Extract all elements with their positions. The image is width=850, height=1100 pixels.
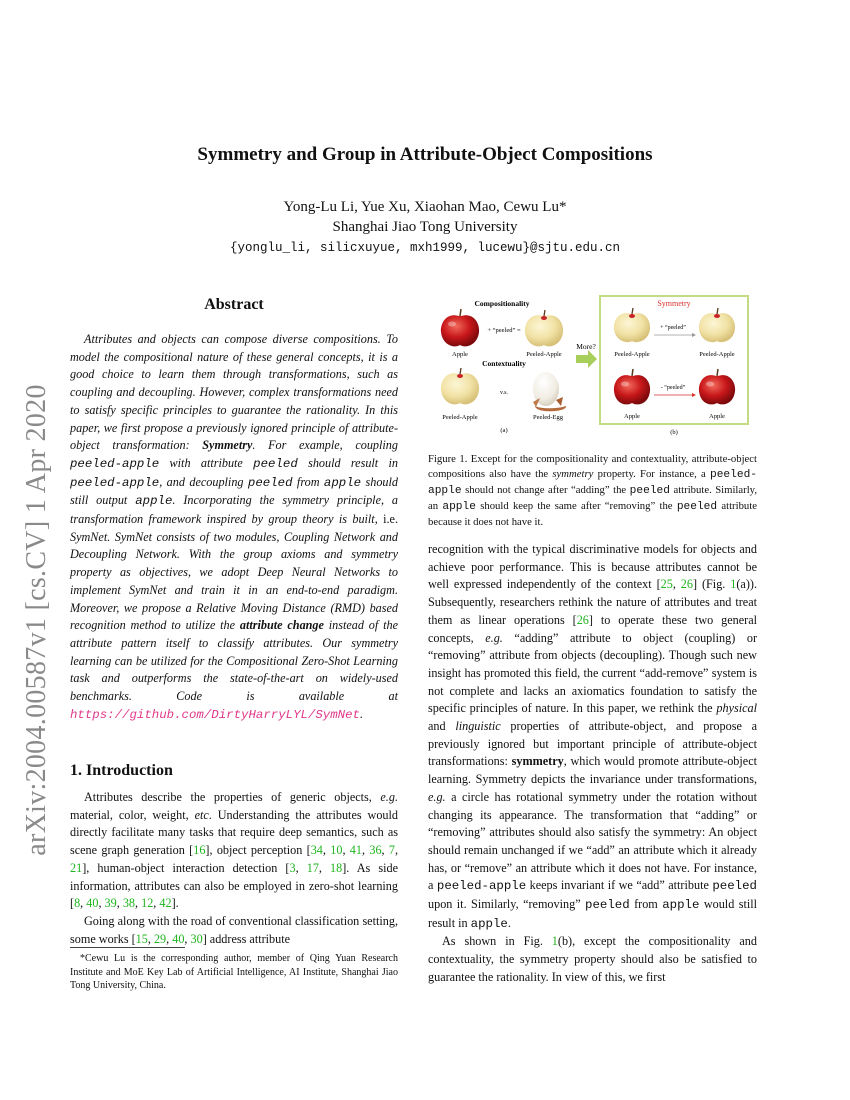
apple-label: Apple bbox=[709, 413, 725, 420]
footnote-divider bbox=[70, 947, 185, 948]
peeled-apple-icon bbox=[699, 308, 735, 342]
arxiv-id: arXiv:2004.00587v1 [cs.CV] 1 Apr 2020 bbox=[21, 384, 52, 856]
footnote: *Cewu Lu is the corresponding author, member of Qing Yuan Research Institute and MoE Key Lab of Artificial Intelligence, AI Institute, Shanghai Jiao Tong University, China. bbox=[70, 953, 398, 991]
peeled-apple-icon bbox=[441, 368, 479, 404]
peeled-apple-label: Peeled-Apple bbox=[526, 351, 562, 358]
arrow-right-icon bbox=[576, 350, 597, 368]
abstract-body: Attributes and objects can compose diverse compositions. To model the compositional nature of these general concepts, it is a good choice to learn them through transformations, such as coupling and decoupling. However, complex transformations need to satisfy specific principles to guarantee the rationality. In this paper, we first propose a previously ignored principle of attribute-object transformation: Symmetry. For example, coupling peeled-apple with attribute peeled should result in peeled-apple, and decoupling peeled from apple should still output apple. Incorporating the symmetry principle, a transformation framework inspired by group theory is built, i.e. SymNet. SymNet consists of two modules, Coupling Network and Decoupling Network. With the group axioms and symmetry property as objectives, we adopt Deep Neural Networks to implement SymNet and train it in an end-to-end paradigm. Moreover, we propose a Relative Moving Distance (RMD) based recognition method to utilize the attribute change instead of the attribute pattern itself to classify attributes. Our symmetry learning can be utilized for the Compositional Zero-Shot Learning task and outperforms the state-of-the-art on widely-used benchmarks. Code is available at https://github.com/DirtyHarryLYL/SymNet. bbox=[70, 332, 398, 722]
citation-link[interactable]: 16 bbox=[193, 843, 206, 858]
red-apple-icon bbox=[441, 309, 479, 346]
intro-heading: 1. Introduction bbox=[70, 762, 173, 779]
contextuality-label: Contextuality bbox=[482, 359, 526, 368]
citation-link[interactable]: 25 bbox=[660, 577, 673, 592]
citation-link[interactable]: 21 bbox=[70, 860, 83, 875]
panel-a-label: (a) bbox=[500, 427, 508, 434]
citation-link[interactable]: 12 bbox=[141, 896, 154, 911]
peeled-apple-label: Peeled-Apple bbox=[699, 351, 735, 358]
figure-ref-link[interactable]: 1 bbox=[551, 934, 558, 949]
minus-peeled-label: - “peeled” bbox=[660, 385, 686, 391]
peeled-apple-icon bbox=[525, 310, 563, 346]
paper-emails: {yonglu_li, silicxuyue, mxh1999, lucewu}@sjtu.edu.cn bbox=[229, 241, 621, 255]
figure-1-graphic bbox=[432, 294, 752, 442]
figure-1 bbox=[432, 294, 752, 442]
citation-link[interactable]: 15 bbox=[135, 931, 148, 946]
figure-caption: Figure 1. Except for the compositionality and contextuality, attribute-object compositions also have the symmetry property. For instance, a peeled-apple should not change after “adding” the peeled attribute. Similarly, an apple should keep the same after “removing” the peeled attribute because it does not have it. bbox=[428, 453, 757, 528]
citation-link[interactable]: 26 bbox=[576, 612, 589, 627]
apple-label: Apple bbox=[624, 413, 640, 420]
symmetry-label: Symmetry bbox=[657, 299, 691, 308]
citation-link[interactable]: 38 bbox=[122, 896, 135, 911]
body-paragraph: As shown in Fig. 1(b), except the compositionality and contextuality, the symmetry property should also be satisfied to guarantee the rationality. In view of this, we first bbox=[428, 934, 757, 984]
right-column-body bbox=[428, 541, 757, 987]
citation-link[interactable]: 40 bbox=[86, 896, 99, 911]
citation-link[interactable]: 17 bbox=[306, 860, 319, 875]
citation-link[interactable]: 8 bbox=[74, 896, 81, 911]
red-apple-icon bbox=[614, 369, 650, 404]
arrow-right-icon bbox=[654, 393, 696, 397]
code-link[interactable]: https://github.com/DirtyHarryLYL/SymNet bbox=[70, 707, 360, 722]
citation-link[interactable]: 18 bbox=[330, 860, 343, 875]
body-paragraph: recognition with the typical discriminative models for objects and achieve poor performance. This is because attributes cannot be well expressed independently of the context [25, 26] (Fig. 1(a)). Subsequently, researchers rethink the nature of attributes and treat them as linear operations [26] to operate these two general concepts, e.g. “adding” attribute to object (coupling) or “removing” attribute from objects (decoupling). Though such new insight has promoted this field, the current “add-remove” system is not complete and lacks an axiomatics foundation to satisfy the specific principles of nature. In this paper, we rethink the physical and linguistic properties of attribute-object, and propose a previously ignored but important principle of attribute-object transformations: symmetry, which would promote attribute-object learning. Symmetry depicts the invariance under transformations, e.g. a circle has rotational symmetry under the rotation without changing its appearance. The transformation that “adding” or “removing” attributes should also satisfy the symmetry: An object should remain unchanged if we “add” an attribute which it already has, or “remove” an attribute which it does not have. For instance, a peeled-apple keeps invariant if we “add” attribute peeled upon it. Similarly, “removing” peeled from apple would still result in apple. bbox=[428, 542, 757, 931]
versus-label: v.s. bbox=[500, 390, 508, 396]
plus-peeled-label: + “peeled” bbox=[660, 325, 686, 331]
peeled-equals-label: + “peeled” = bbox=[487, 327, 521, 334]
citation-link[interactable]: 26 bbox=[680, 577, 693, 592]
peeled-egg-icon bbox=[533, 372, 566, 411]
apple-label: Apple bbox=[452, 351, 468, 358]
compositionality-label: Compositionality bbox=[474, 299, 530, 308]
peeled-apple-label: Peeled-Apple bbox=[442, 414, 478, 421]
citation-link[interactable]: 36 bbox=[369, 843, 382, 858]
abstract-heading: Abstract bbox=[204, 296, 264, 313]
citation-link[interactable]: 7 bbox=[388, 843, 395, 858]
paper-authors: Yong-Lu Li, Yue Xu, Xiaohan Mao, Cewu Lu* bbox=[283, 199, 567, 215]
figure-ref-link[interactable]: 1 bbox=[730, 577, 737, 592]
citation-link[interactable]: 39 bbox=[104, 896, 117, 911]
red-apple-icon bbox=[699, 369, 735, 404]
more-label: More? bbox=[576, 342, 596, 351]
attribute-change-term: attribute change bbox=[239, 618, 324, 633]
citation-link[interactable]: 41 bbox=[349, 843, 362, 858]
citation-link[interactable]: 30 bbox=[190, 931, 203, 946]
intro-body bbox=[70, 789, 398, 948]
citation-link[interactable]: 10 bbox=[330, 843, 343, 858]
intro-paragraph: Attributes describe the properties of generic objects, e.g. material, color, weight, etc. Understanding the attributes would directly facilitate many tasks that require deep semantics, such as scene graph generation [16], object perception [34, 10, 41, 36, 7, 21], human-object interaction detection [3, 17, 18]. As side information, attributes can also be employed in zero-shot learning [8, 40, 39, 38, 12, 42]. bbox=[70, 790, 399, 911]
peeled-apple-icon bbox=[614, 308, 650, 342]
citation-link[interactable]: 40 bbox=[172, 931, 185, 946]
paper-title: Symmetry and Group in Attribute-Object Compositions bbox=[197, 144, 653, 165]
citation-link[interactable]: 29 bbox=[153, 931, 167, 946]
symmetry-term: Symmetry bbox=[202, 438, 253, 453]
citation-link[interactable]: 42 bbox=[159, 896, 172, 911]
intro-paragraph: Going along with the road of conventional classification setting, some works [15, 29, 40, 30] address attribute bbox=[70, 913, 398, 946]
peeled-apple-label: Peeled-Apple bbox=[614, 351, 650, 358]
paper-affiliation: Shanghai Jiao Tong University bbox=[332, 219, 518, 235]
arrow-right-icon bbox=[654, 333, 696, 337]
panel-b-label: (b) bbox=[670, 429, 678, 436]
peeled-egg-label: Peeled-Egg bbox=[533, 414, 563, 421]
citation-link[interactable]: 34 bbox=[310, 843, 323, 858]
citation-link[interactable]: 3 bbox=[289, 860, 296, 875]
